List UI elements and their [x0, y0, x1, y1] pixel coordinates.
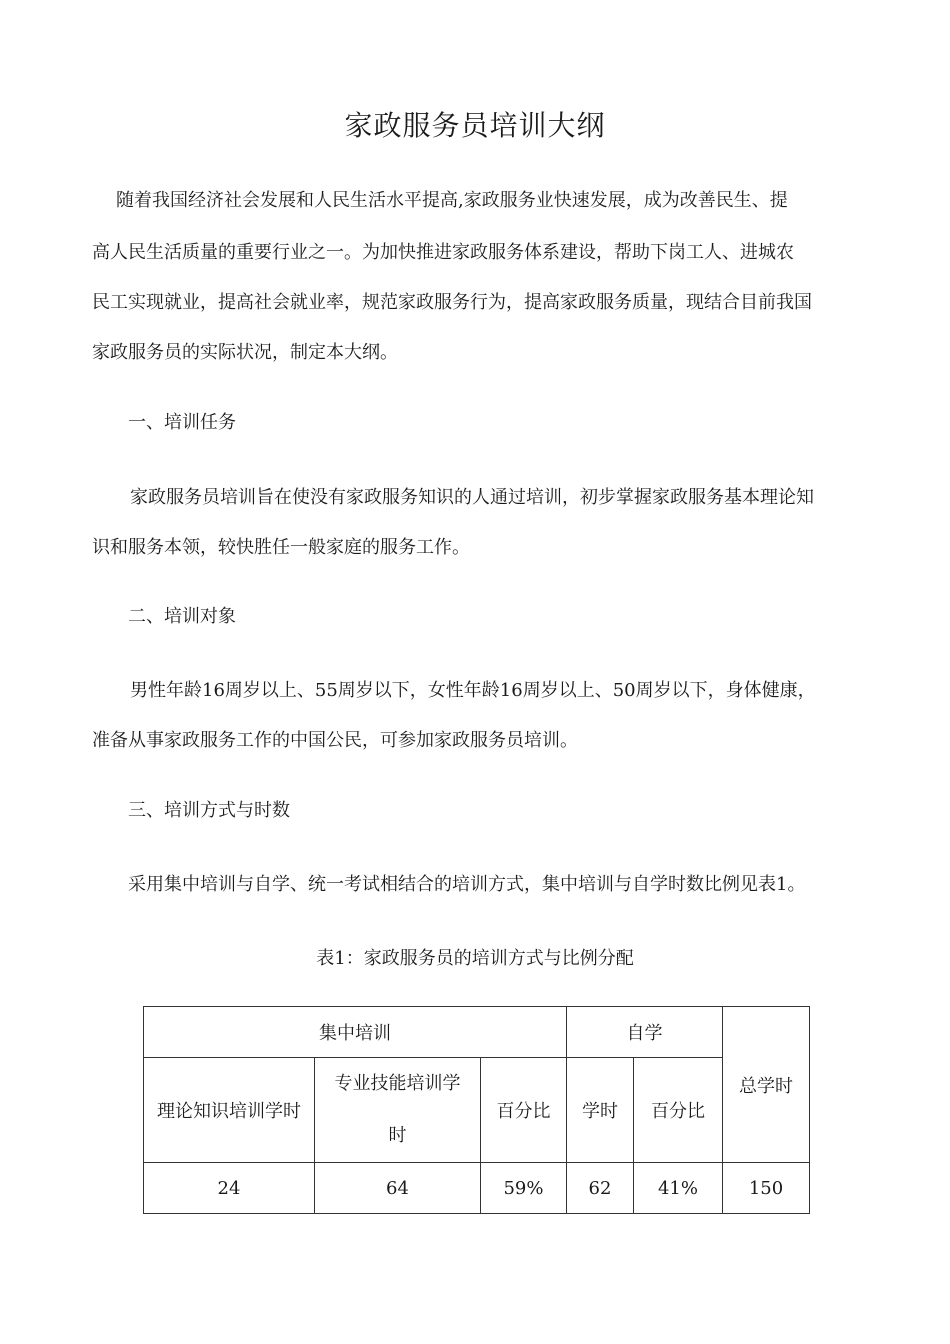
header-theory-hours: 理论知识培训学时 — [144, 1058, 315, 1163]
text-line: 高人民生活质量的重要行业之一。为加快推进家政服务体系建设，帮助下岗工人、进城农 — [92, 242, 794, 263]
table-cell: 24 — [144, 1163, 315, 1214]
text-line: 民工实现就业，提高社会就业率，规范家政服务行为，提高家政服务质量，现结合目前我国 — [92, 292, 812, 313]
header-self-study: 自学 — [567, 1007, 723, 1058]
text-line: 准备从事家政服务工作的中国公民，可参加家政服务员培训。 — [92, 730, 578, 751]
table-caption: 表1：家政服务员的培训方式与比例分配 — [316, 948, 634, 969]
header-centralized-training: 集中培训 — [144, 1007, 567, 1058]
table-cell: 64 — [315, 1163, 481, 1214]
header-total-hours: 总学时 — [723, 1007, 810, 1163]
table-cell: 150 — [723, 1163, 810, 1214]
header-self-percent: 百分比 — [634, 1058, 723, 1163]
text-line: 识和服务本领，较快胜任一般家庭的服务工作。 — [92, 537, 470, 558]
header-skill-hours-line1: 专业技能培训学 — [334, 1073, 461, 1094]
header-skill-hours-line2: 时 — [388, 1125, 407, 1146]
header-self-hours: 学时 — [567, 1058, 634, 1163]
document-title: 家政服务员培训大纲 — [344, 109, 606, 142]
training-table — [143, 1006, 810, 1214]
header-skill-hours — [315, 1058, 481, 1163]
text-line: 采用集中培训与自学、统一考试相结合的培训方式，集中培训与自学时数比例见表1。 — [128, 874, 806, 895]
table-cell: 62 — [567, 1163, 634, 1214]
text-line: 家政服务员培训旨在使没有家政服务知识的人通过培训，初步掌握家政服务基本理论知 — [130, 487, 814, 508]
section-heading: 三、培训方式与时数 — [128, 800, 290, 821]
section-heading: 一、培训任务 — [128, 412, 236, 433]
table-cell: 59% — [481, 1163, 567, 1214]
table-cell: 41% — [634, 1163, 723, 1214]
header-central-percent: 百分比 — [481, 1058, 567, 1163]
text-line: 男性年龄16周岁以上、55周岁以下，女性年龄16周岁以上、50周岁以下，身体健康， — [130, 680, 816, 701]
section-heading: 二、培训对象 — [128, 606, 236, 627]
text-line: 随着我国经济社会发展和人民生活水平提高,家政服务业快速发展，成为改善民生、提 — [116, 190, 788, 211]
text-line: 家政服务员的实际状况，制定本大纲。 — [92, 342, 398, 363]
